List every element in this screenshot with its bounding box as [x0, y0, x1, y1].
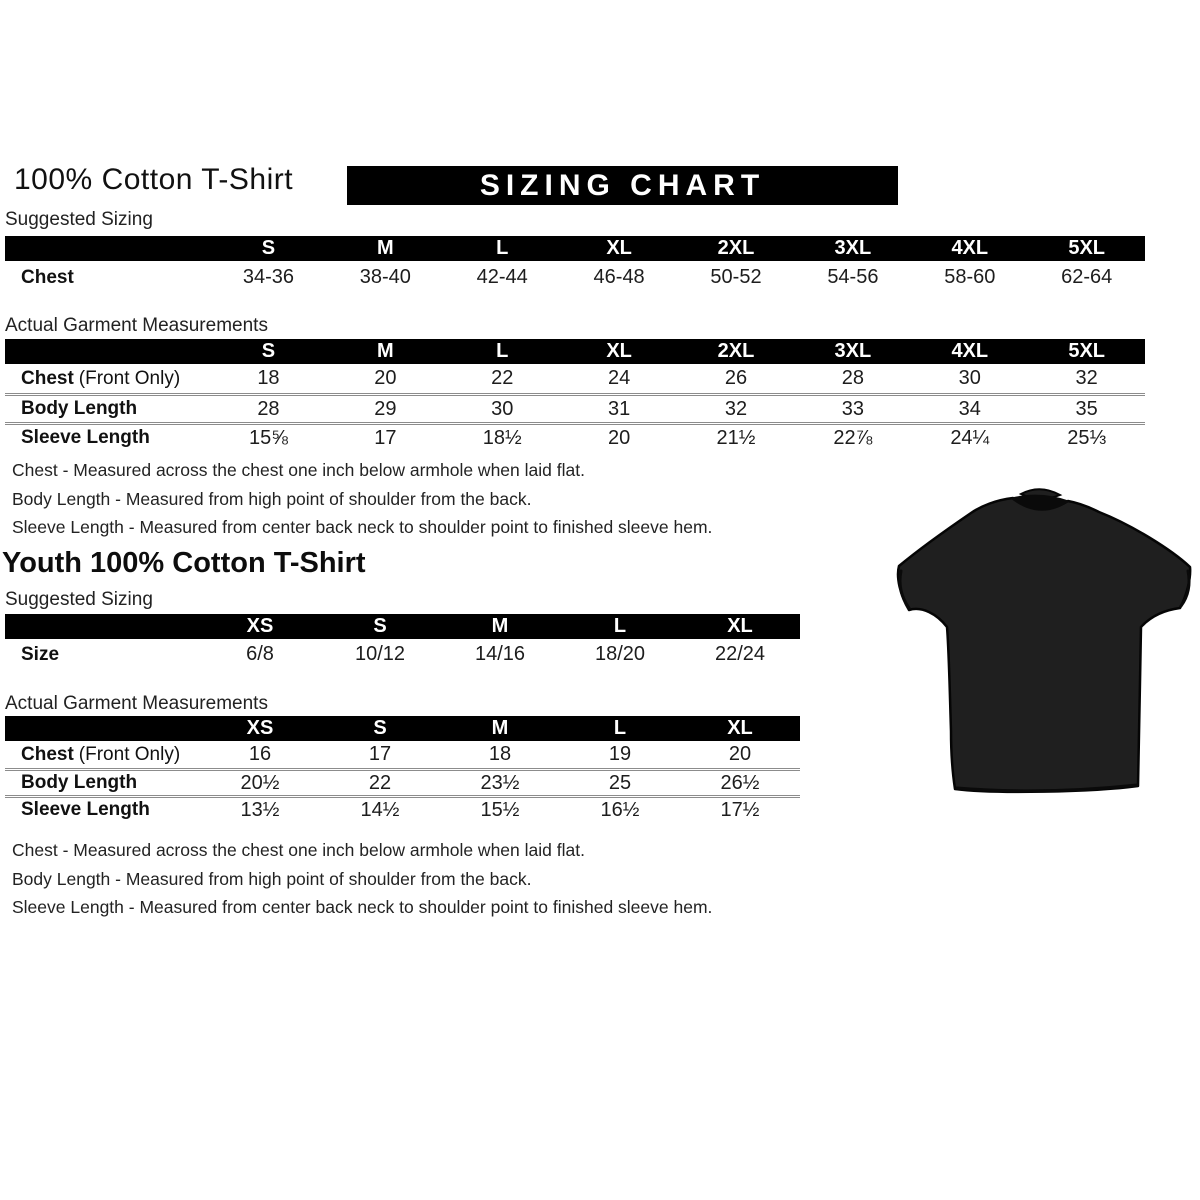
measurement-value: 13½ [240, 798, 280, 821]
size-col-header: 3XL [834, 340, 872, 362]
row-label-main: Chest [21, 743, 74, 765]
size-col-header: XS [246, 615, 274, 637]
row-label-main: Chest [21, 367, 74, 389]
adult-measurement-notes [12, 456, 712, 542]
measurement-value: 24 [607, 367, 631, 389]
sizing-chart-banner [347, 166, 898, 205]
measurement-value: 22⅞ [833, 426, 873, 449]
size-col-header: XL [606, 340, 632, 362]
table-row [5, 261, 1145, 294]
measurement-value: 34-36 [242, 266, 295, 288]
measurement-value: 32 [1075, 367, 1098, 389]
table-row [5, 422, 1145, 451]
size-col-header: S [373, 615, 387, 637]
note-line: Sleeve Length - Measured from center back neck to shoulder point to finished sleeve hem. [12, 897, 713, 917]
row-label [5, 744, 200, 766]
measurement-value: 20 [728, 743, 752, 765]
size-col-header: L [496, 340, 509, 362]
adult-suggested-sizing-label: Suggested Sizing [5, 209, 153, 230]
measurement-value: 25⅓ [1067, 426, 1107, 449]
measurement-value: 62-64 [1061, 266, 1113, 288]
size-col-header: 5XL [1068, 237, 1106, 259]
tshirt-image [893, 481, 1195, 807]
adult-actual-measurements-table [5, 339, 1145, 451]
measurement-value: 50-52 [710, 266, 762, 288]
row-label: Sleeve Length [21, 427, 150, 448]
size-col-header: M [377, 340, 394, 362]
measurement-value: 54-56 [827, 266, 879, 288]
youth-suggested-sizing-label: Suggested Sizing [5, 589, 153, 610]
table-header-row [5, 236, 1145, 261]
measurement-value: 33 [841, 397, 865, 420]
table-header-row [5, 339, 1145, 364]
measurement-value: 6/8 [246, 643, 274, 665]
measurement-value: 30 [491, 397, 514, 420]
measurement-value: 35 [1075, 397, 1098, 420]
table-row [5, 364, 1145, 393]
row-label-note: (Front Only) [78, 743, 181, 765]
size-col-header: S [373, 717, 387, 739]
measurement-value: 17 [374, 426, 397, 449]
measurement-value: 20 [374, 367, 397, 389]
table-header-row [5, 614, 800, 639]
size-col-header: 5XL [1068, 340, 1106, 362]
row-label: Chest [21, 266, 74, 288]
measurement-value: 58-60 [944, 266, 996, 288]
measurement-value: 16½ [600, 798, 640, 821]
youth-actual-measurements-label: Actual Garment Measurements [5, 693, 268, 714]
measurement-value: 26½ [720, 771, 760, 794]
sizing-chart-banner-text: SIZING CHART [479, 168, 766, 202]
measurement-value: 18½ [482, 426, 522, 449]
measurement-value: 42-44 [476, 266, 528, 288]
youth-measurement-notes [12, 836, 712, 922]
adult-actual-measurements-label: Actual Garment Measurements [5, 315, 268, 336]
measurement-value: 18 [257, 367, 280, 389]
size-col-header: M [377, 237, 394, 259]
adult-suggested-sizing-table [5, 236, 1145, 294]
tshirt-body [898, 498, 1190, 792]
size-col-header: XL [727, 615, 753, 637]
size-col-header: S [261, 237, 276, 259]
size-col-header: L [613, 717, 627, 739]
table-row [5, 768, 800, 795]
note-line: Body Length - Measured from high point of shoulder from the back. [12, 488, 532, 509]
size-col-header: 3XL [834, 237, 872, 259]
measurement-value: 28 [841, 367, 865, 389]
size-col-header: L [613, 615, 627, 637]
measurement-value: 31 [607, 397, 631, 420]
measurement-value: 10/12 [354, 643, 406, 665]
row-label-note: (Front Only) [78, 367, 181, 389]
table-row [5, 795, 800, 822]
table-row [5, 639, 800, 670]
size-col-header: XS [246, 717, 274, 739]
measurement-value: 46-48 [593, 266, 645, 288]
size-col-header: XL [727, 717, 753, 739]
measurement-value: 34 [958, 397, 981, 420]
measurement-value: 25 [608, 771, 632, 794]
note-line: Sleeve Length - Measured from center back neck to shoulder point to finished sleeve hem. [12, 517, 713, 537]
measurement-value: 38-40 [359, 266, 411, 288]
measurement-value: 16 [248, 743, 272, 765]
row-label: Body Length [21, 398, 138, 419]
measurement-value: 15⅝ [248, 426, 288, 449]
table-row [5, 741, 800, 768]
measurement-value: 28 [257, 397, 280, 420]
measurement-value: 22/24 [714, 643, 766, 665]
size-col-header: 4XL [951, 340, 989, 362]
row-label: Size [21, 643, 60, 665]
note-line: Chest - Measured across the chest one inch below armhole when laid flat. [12, 840, 585, 860]
row-label: Body Length [21, 772, 138, 793]
table-row [5, 393, 1145, 422]
measurement-value: 26 [724, 367, 748, 389]
measurement-value: 17 [368, 743, 392, 765]
measurement-value: 22 [368, 771, 392, 794]
measurement-value: 14½ [360, 798, 400, 821]
youth-suggested-sizing-table [5, 614, 800, 670]
measurement-value: 23½ [480, 771, 520, 794]
table-header-row [5, 716, 800, 741]
note-line: Body Length - Measured from high point of shoulder from the back. [12, 868, 532, 889]
row-label: Sleeve Length [21, 799, 150, 820]
size-col-header: XL [606, 237, 632, 259]
measurement-value: 15½ [480, 798, 520, 821]
measurement-value: 32 [724, 397, 748, 420]
measurement-value: 22 [491, 367, 514, 389]
size-col-header: 2XL [717, 237, 755, 259]
size-col-header: L [496, 237, 509, 259]
measurement-value: 17½ [720, 798, 760, 821]
measurement-value: 29 [374, 397, 397, 420]
youth-actual-measurements-table [5, 716, 800, 822]
measurement-value: 30 [958, 367, 981, 389]
measurement-value: 20 [607, 426, 631, 449]
size-col-header: M [491, 717, 509, 739]
page-title: 100% Cotton T-Shirt [14, 163, 294, 196]
measurement-value: 21½ [716, 426, 756, 449]
size-col-header: M [491, 615, 509, 637]
measurement-value: 14/16 [474, 643, 526, 665]
measurement-value: 20½ [240, 771, 280, 794]
size-col-header: 2XL [717, 340, 755, 362]
size-col-header: 4XL [951, 237, 989, 259]
measurement-value: 18/20 [594, 643, 646, 665]
note-line: Chest - Measured across the chest one inch below armhole when laid flat. [12, 460, 585, 480]
measurement-value: 18 [488, 743, 512, 765]
measurement-value: 24¼ [950, 426, 990, 449]
size-col-header: S [261, 340, 276, 362]
measurement-value: 19 [608, 743, 632, 765]
youth-section-title: Youth 100% Cotton T-Shirt [2, 547, 366, 579]
row-label [5, 368, 210, 390]
